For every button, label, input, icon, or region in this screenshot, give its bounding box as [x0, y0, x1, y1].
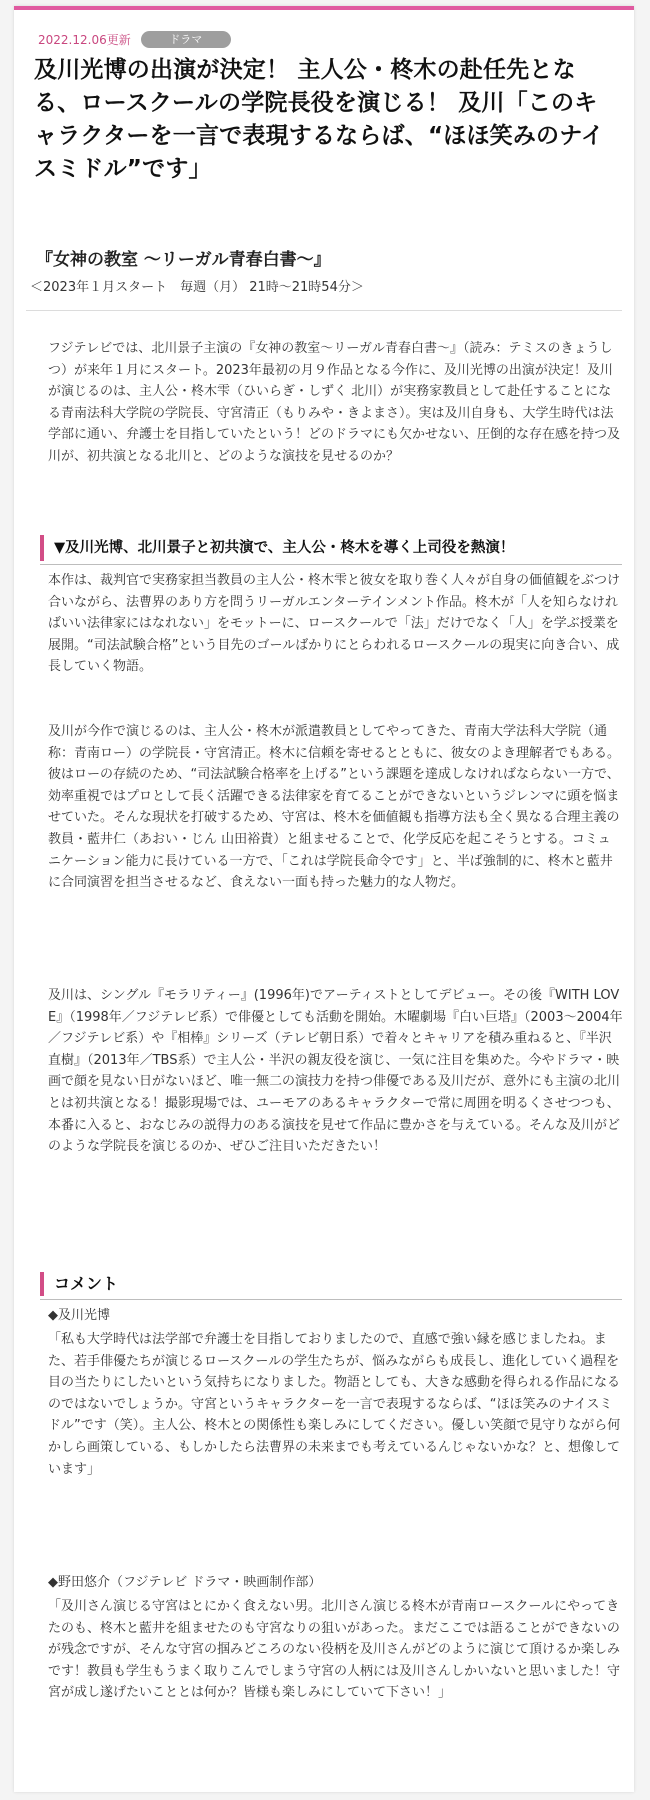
program-schedule: ＜2023年１月スタート 毎週（月） 21時～21時54分＞ [30, 280, 364, 295]
comments-heading: コメント [40, 1272, 254, 1296]
article-meta [38, 30, 231, 48]
section-divider [40, 564, 622, 565]
section-heading: ▼及川光博、北川景子と初共演で、主人公・柊木を導く上司役を熱演！ [40, 535, 621, 561]
comment-author: ◆及川光博 [48, 1308, 110, 1323]
article-card [14, 6, 634, 1792]
comments-divider [40, 1299, 622, 1300]
program-title: 『女神の教室 ～リーガル青春白書～』 [36, 250, 331, 270]
comment-author: ◆野田悠介（フジテレビ ドラマ・映画制作部） [48, 1575, 322, 1590]
divider [26, 310, 622, 311]
update-date: 2022.12.06更新 [38, 32, 131, 47]
category-badge[interactable]: ドラマ [141, 31, 231, 48]
lead-paragraph: フジテレビでは、北川景子主演の『女神の教室～リーガル青春白書～』（読み：テミスのきょうしつ）が来年１月にスタート。2023年最初の月９作品となる今作に、及川光博の出演が決定！及川が演じるのは、主人公・柊木雫（ひいらぎ・しずく 北川）が実務家教員として赴任することになる青南法科大学院の学院長、守宮清正（もりみや・きよまさ）。実は及川自身も、大学生時代は法学部に通い、弁護士を目指していたという！どのドラマにも欠かせない、圧倒的な存在感を持つ及川が、初共演となる北川と、どのような演技を見せるのか？ [48, 341, 621, 464]
body-paragraph-1: 本作は、裁判官で実務家担当教員の主人公・柊木雫と彼女を取り巻く人々が自身の価値観をぶつけ合いながら、法曹界のあり方を問うリーガルエンターテインメント作品。柊木が「人を知らなければいい法律家にはなれない」をモットーに、ロースクールで「法」だけでなく「人」を学ぶ授業を展開。“司法試験合格”という目先のゴールばかりにとらわれるロースクールの現実に向き合い、成長していく物語。 [48, 573, 621, 675]
comment-text: 「私も大学時代は法学部で弁護士を目指しておりましたので、直感で強い縁を感じましたね。また、若手俳優たちが演じるロースクールの学生たちが、悩みながらも成長し、進化していく過程を目の当たりにしたいという気持ちになりました。物語としても、大きな感動を得られる作品になるのではないでしょうか。守宮というキャラクターを一言で表現するならば、“ほほ笑みのナイスミドル”です（笑）。主人公、柊木との関係性も楽しみにしてください。優しい笑顔で見守りながら何かしら画策している、もしかしたら法曹界の未来までも考えているんじゃないかな？と、想像しています」 [48, 1332, 621, 1477]
body-paragraph-3: 及川は、シングル『モラリティー』(1996年)でアーティストとしてデビュー。その後『WITH LOVE』（1998年／フジテレビ系）で俳優としても活動を開始。木曜劇場『白い巨塔』（2003～2004年／フジテレビ系）や『相棒』シリーズ（テレビ朝日系）で着々とキャリアを積み重ねると、『半沢直樹』（2013年／TBS系）で主人公・半沢の親友役を演じ、一気に注目を集めた。今やドラマ・映画で顔を見ない日がないほど、唯一無二の演技力を持つ俳優である及川だが、意外にも主演の北川とは初共演となる！撮影現場では、ユーモアのあるキャラクターで常に周囲を明るくさせつつも、本番に入ると、おなじみの説得力のある演技を見せて作品に豊かさを与えている。そんな及川がどのような学院長を演じるのか、ぜひご注目いただきたい！ [48, 988, 623, 1155]
article-headline: 及川光博の出演が決定！ 主人公・柊木の赴任先となる、ロースクールの学院長役を演じる！ 及川「このキャラクターを一言で表現するならば、“ほほ笑みのナイスミドル”です」 [34, 57, 605, 182]
body-paragraph-2: 及川が今作で演じるのは、主人公・柊木が派遣教員としてやってきた、青南大学法科大学院（通称：青南ロー）の学院長・守宮清正。柊木に信頼を寄せるとともに、彼女のよき理解者でもある。彼はローの存続のため、“司法試験合格率を上げる”という課題を達成しなければならない一方で、効率重視ではプロとして長く活躍できる法律家を育てることができないというジレンマに頭を悩ませていた。そんな現状を打破するため、守宮は、柊木を価値観も指導方法も全く異なる合理主義の教員・藍井仁（あおい・じん 山田裕貴）と組ませることで、化学反応を起こそうとする。コミュニケーション能力に長けている一方で、「これは学院長命令です」と、半ば強制的に、柊木と藍井に合同演習を担当させるなど、食えない一面も持った魅力的な人物だ。 [48, 724, 621, 891]
comment-text: 「及川さん演じる守宮はとにかく食えない男。北川さん演じる柊木が青南ロースクールにやってきたのも、柊木と藍井を組ませたのも守宮なりの狙いがあった。まだここでは語ることができないのが残念ですが、そんな守宮の掴みどころのない役柄を及川さんがどのように演じて頂けるか楽しみです！教員も学生もうまく取りこんでしまう守宮の人柄には及川さんしかいないと思いました！守宮が成し遂げたいこととは何か？皆様も楽しみにしていて下さい！」 [48, 1599, 621, 1701]
